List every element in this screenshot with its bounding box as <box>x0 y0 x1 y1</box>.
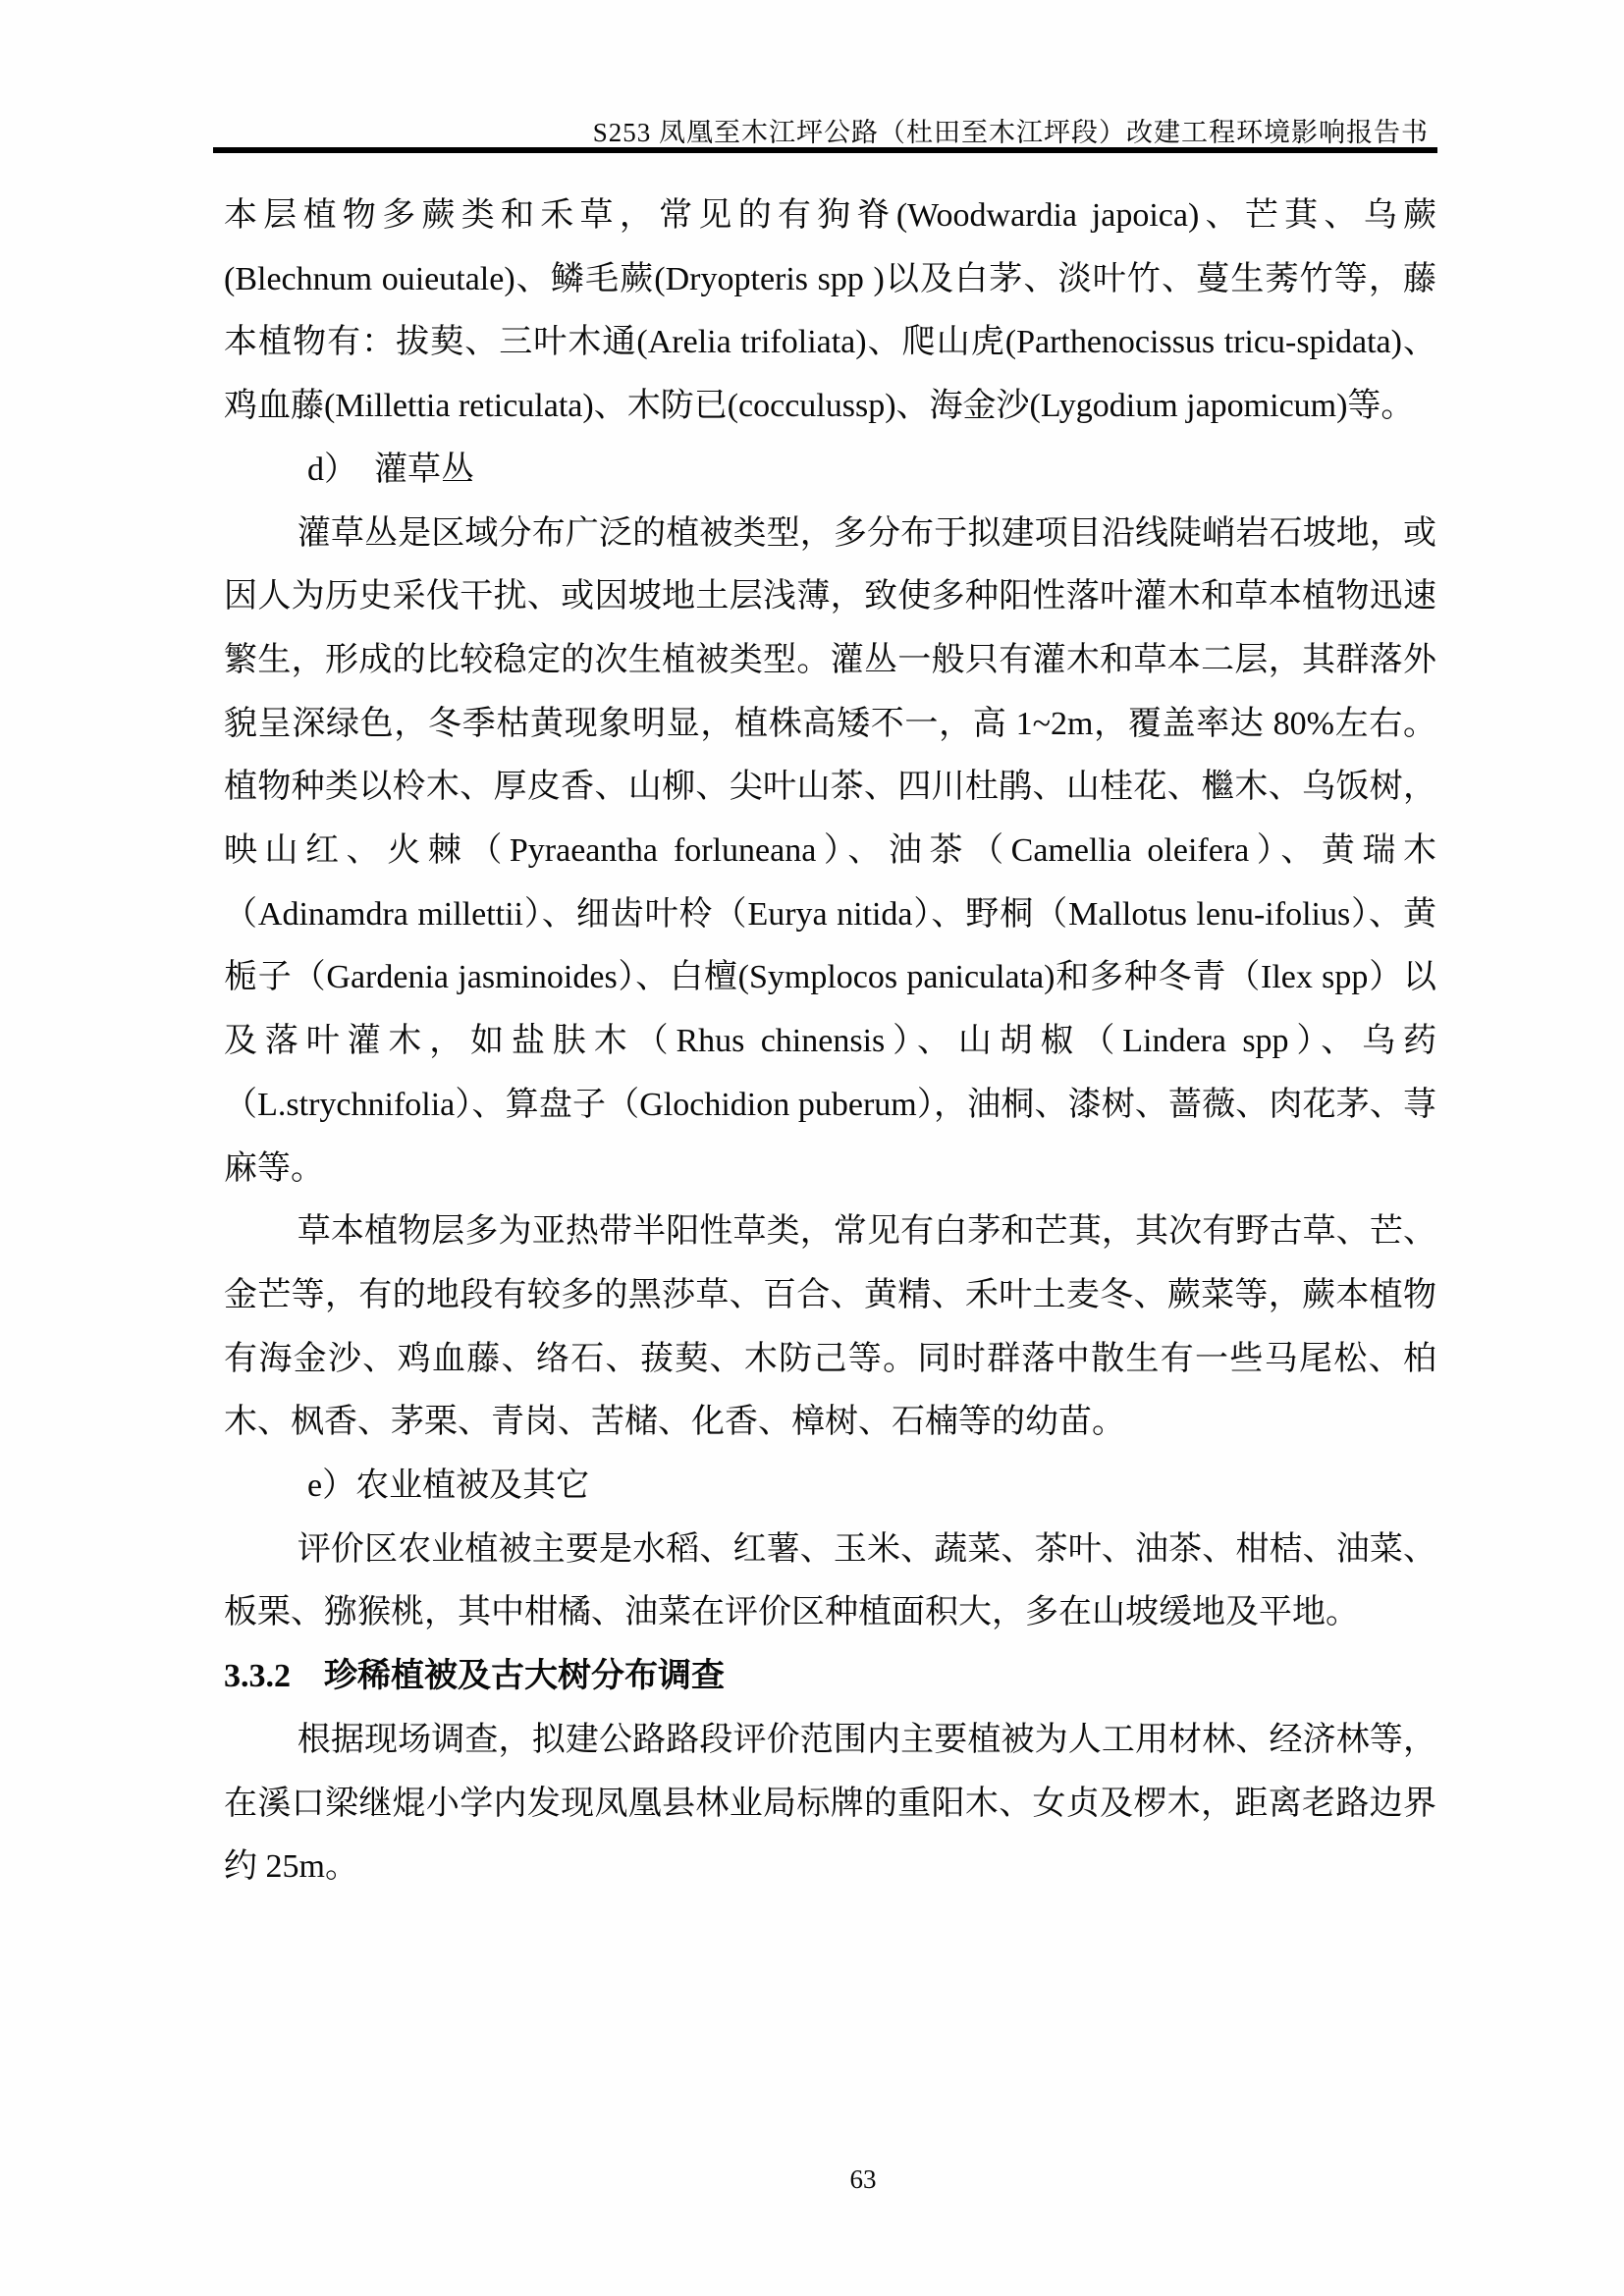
document-body <box>224 185 1436 1899</box>
running-header: S253 凤凰至木江坪公路（杜田至木江坪段）改建工程环境影响报告书 <box>592 118 1429 147</box>
header-rule <box>213 147 1437 153</box>
page-footer <box>0 2164 1624 2195</box>
paragraph: 评价区农业植被主要是水稻、红薯、玉米、蔬菜、茶叶、油茶、柑桔、油菜、板栗、猕猴桃，其中柑橘、油菜在评价区种植面积大，多在山坡缓地及平地。 <box>224 1530 1436 1631</box>
paragraph: 灌草丛是区域分布广泛的植被类型，多分布于拟建项目沿线陡峭岩石坡地，或因人为历史采伐干扰、或因坡地土层浅薄，致使多种阳性落叶灌木和草本植物迅速繁生，形成的比较稳定的次生植被类型。灌丛一般只有灌木和草本二层，其群落外貌呈深绿色，冬季枯黄现象明显，植株高矮不一，高 1~2m，覆盖率达 80%左右。植物种类以柃木、厚皮香、山柳、尖叶山茶、四川杜鹃、山桂花、檵木、乌饭树，映山红、火棘（Pyraeantha forluneana）、油茶（Camellia oleifera）、黄瑞木（Adinamdra millettii）、细齿叶柃（Eurya nitida）、野桐（Mallotus lenu-ifolius）、黄栀子（Gardenia jasminoides）、白檀(Symplocos paniculata)和多种冬青（Ilex spp）以及落叶灌木，如盐肤木（Rhus chinensis）、山胡椒（Lindera spp）、乌药（L.strychnifolia）、算盘子（Glochidion puberum），油桐、漆树、蔷薇、肉花茅、荨麻等。 <box>224 514 1436 1187</box>
paragraph: 3.3.2 珍稀植被及古大树分布调查 <box>224 1658 725 1695</box>
paragraph: 草本植物层多为亚热带半阳性草类，常见有白茅和芒萁，其次有野古草、芒、金芒等，有的地段有较多的黑莎草、百合、黄精、禾叶土麦冬、蕨菜等，蕨本植物有海金沙、鸡血藤、络石、菝葜、木防己等。同时群落中散生有一些马尾松、柏木、枫香、茅栗、青岗、苦槠、化香、樟树、石楠等的幼苗。 <box>224 1213 1436 1441</box>
paragraph: d） 灌草丛 <box>307 451 474 488</box>
paragraph: 根据现场调查，拟建公路路段评价范围内主要植被为人工用材林、经济林等，在溪口梁继焜小学内发现凤凰县林业局标牌的重阳木、女贞及椤木，距离老路边界约 25m。 <box>224 1721 1436 1886</box>
page-number: 63 <box>849 2164 877 2194</box>
paragraph: e）农业植被及其它 <box>307 1468 590 1505</box>
paragraph: 本层植物多蕨类和禾草，常见的有狗脊(Woodwardia japoica)、芒萁、乌蕨(Blechnum ouieutale)、鳞毛蕨(Dryopteris spp )以及白茅、淡叶竹、蔓生莠竹等，藤本植物有：拔葜、三叶木通(Arelia trifoliata)、爬山虎(Parthenocissus tricu-spidata)、鸡血藤(Millettia reticulata)、木防已(cocculussp)、海金沙(Lygodium japomicum)等。 <box>224 197 1436 425</box>
